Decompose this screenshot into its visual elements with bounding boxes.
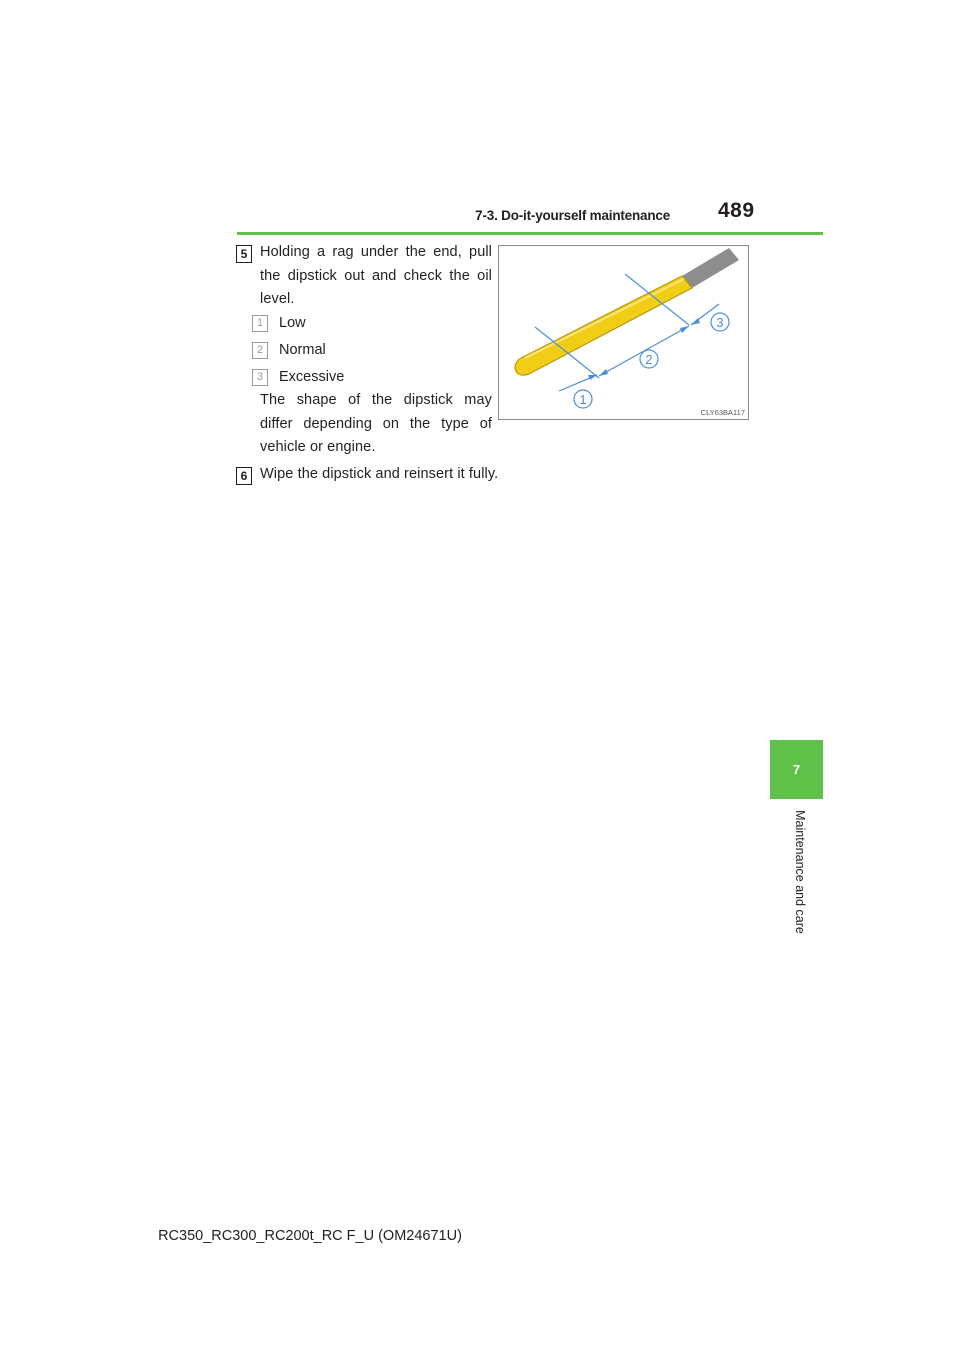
dipstick-illustration (499, 246, 749, 420)
item-number: 2 (252, 342, 268, 359)
section-title: 7-3. Do-it-yourself maintenance (475, 208, 670, 223)
dipstick-note: The shape of the dipstick may differ depending on the type of vehicle or engine. (260, 392, 492, 455)
arrowhead (588, 375, 597, 380)
page-number: 489 (718, 199, 755, 222)
chapter-tab: 7 (770, 740, 823, 799)
header-divider (237, 232, 823, 235)
dipstick-highlight (525, 279, 684, 358)
dipstick-figure (498, 245, 749, 420)
step-number-box: 6 (236, 467, 252, 485)
step-5-text: Holding a rag under the end, pull the dipstick out and check the oil level. (260, 244, 492, 307)
figure-code: CLY63BA117 (700, 408, 745, 417)
item-number: 3 (252, 369, 268, 386)
item-label-normal: Normal (279, 342, 326, 358)
item-number: 1 (252, 315, 268, 332)
callout-3: 3 (716, 315, 724, 330)
arrowhead (680, 326, 689, 333)
chapter-label: Maintenance and care (793, 810, 807, 934)
step-6-text: Wipe the dipstick and reinsert it fully. (260, 466, 499, 482)
dipstick-yellow-section (515, 276, 692, 375)
callout-2: 2 (645, 352, 653, 367)
step-number-box: 5 (236, 245, 252, 263)
item-label-low: Low (279, 315, 306, 331)
callout-1: 1 (579, 392, 587, 407)
footer-model-code: RC350_RC300_RC200t_RC F_U (OM24671U) (158, 1228, 462, 1244)
arrowhead (599, 369, 608, 376)
item-label-excessive: Excessive (279, 369, 345, 385)
dipstick-gray-section (682, 248, 739, 288)
